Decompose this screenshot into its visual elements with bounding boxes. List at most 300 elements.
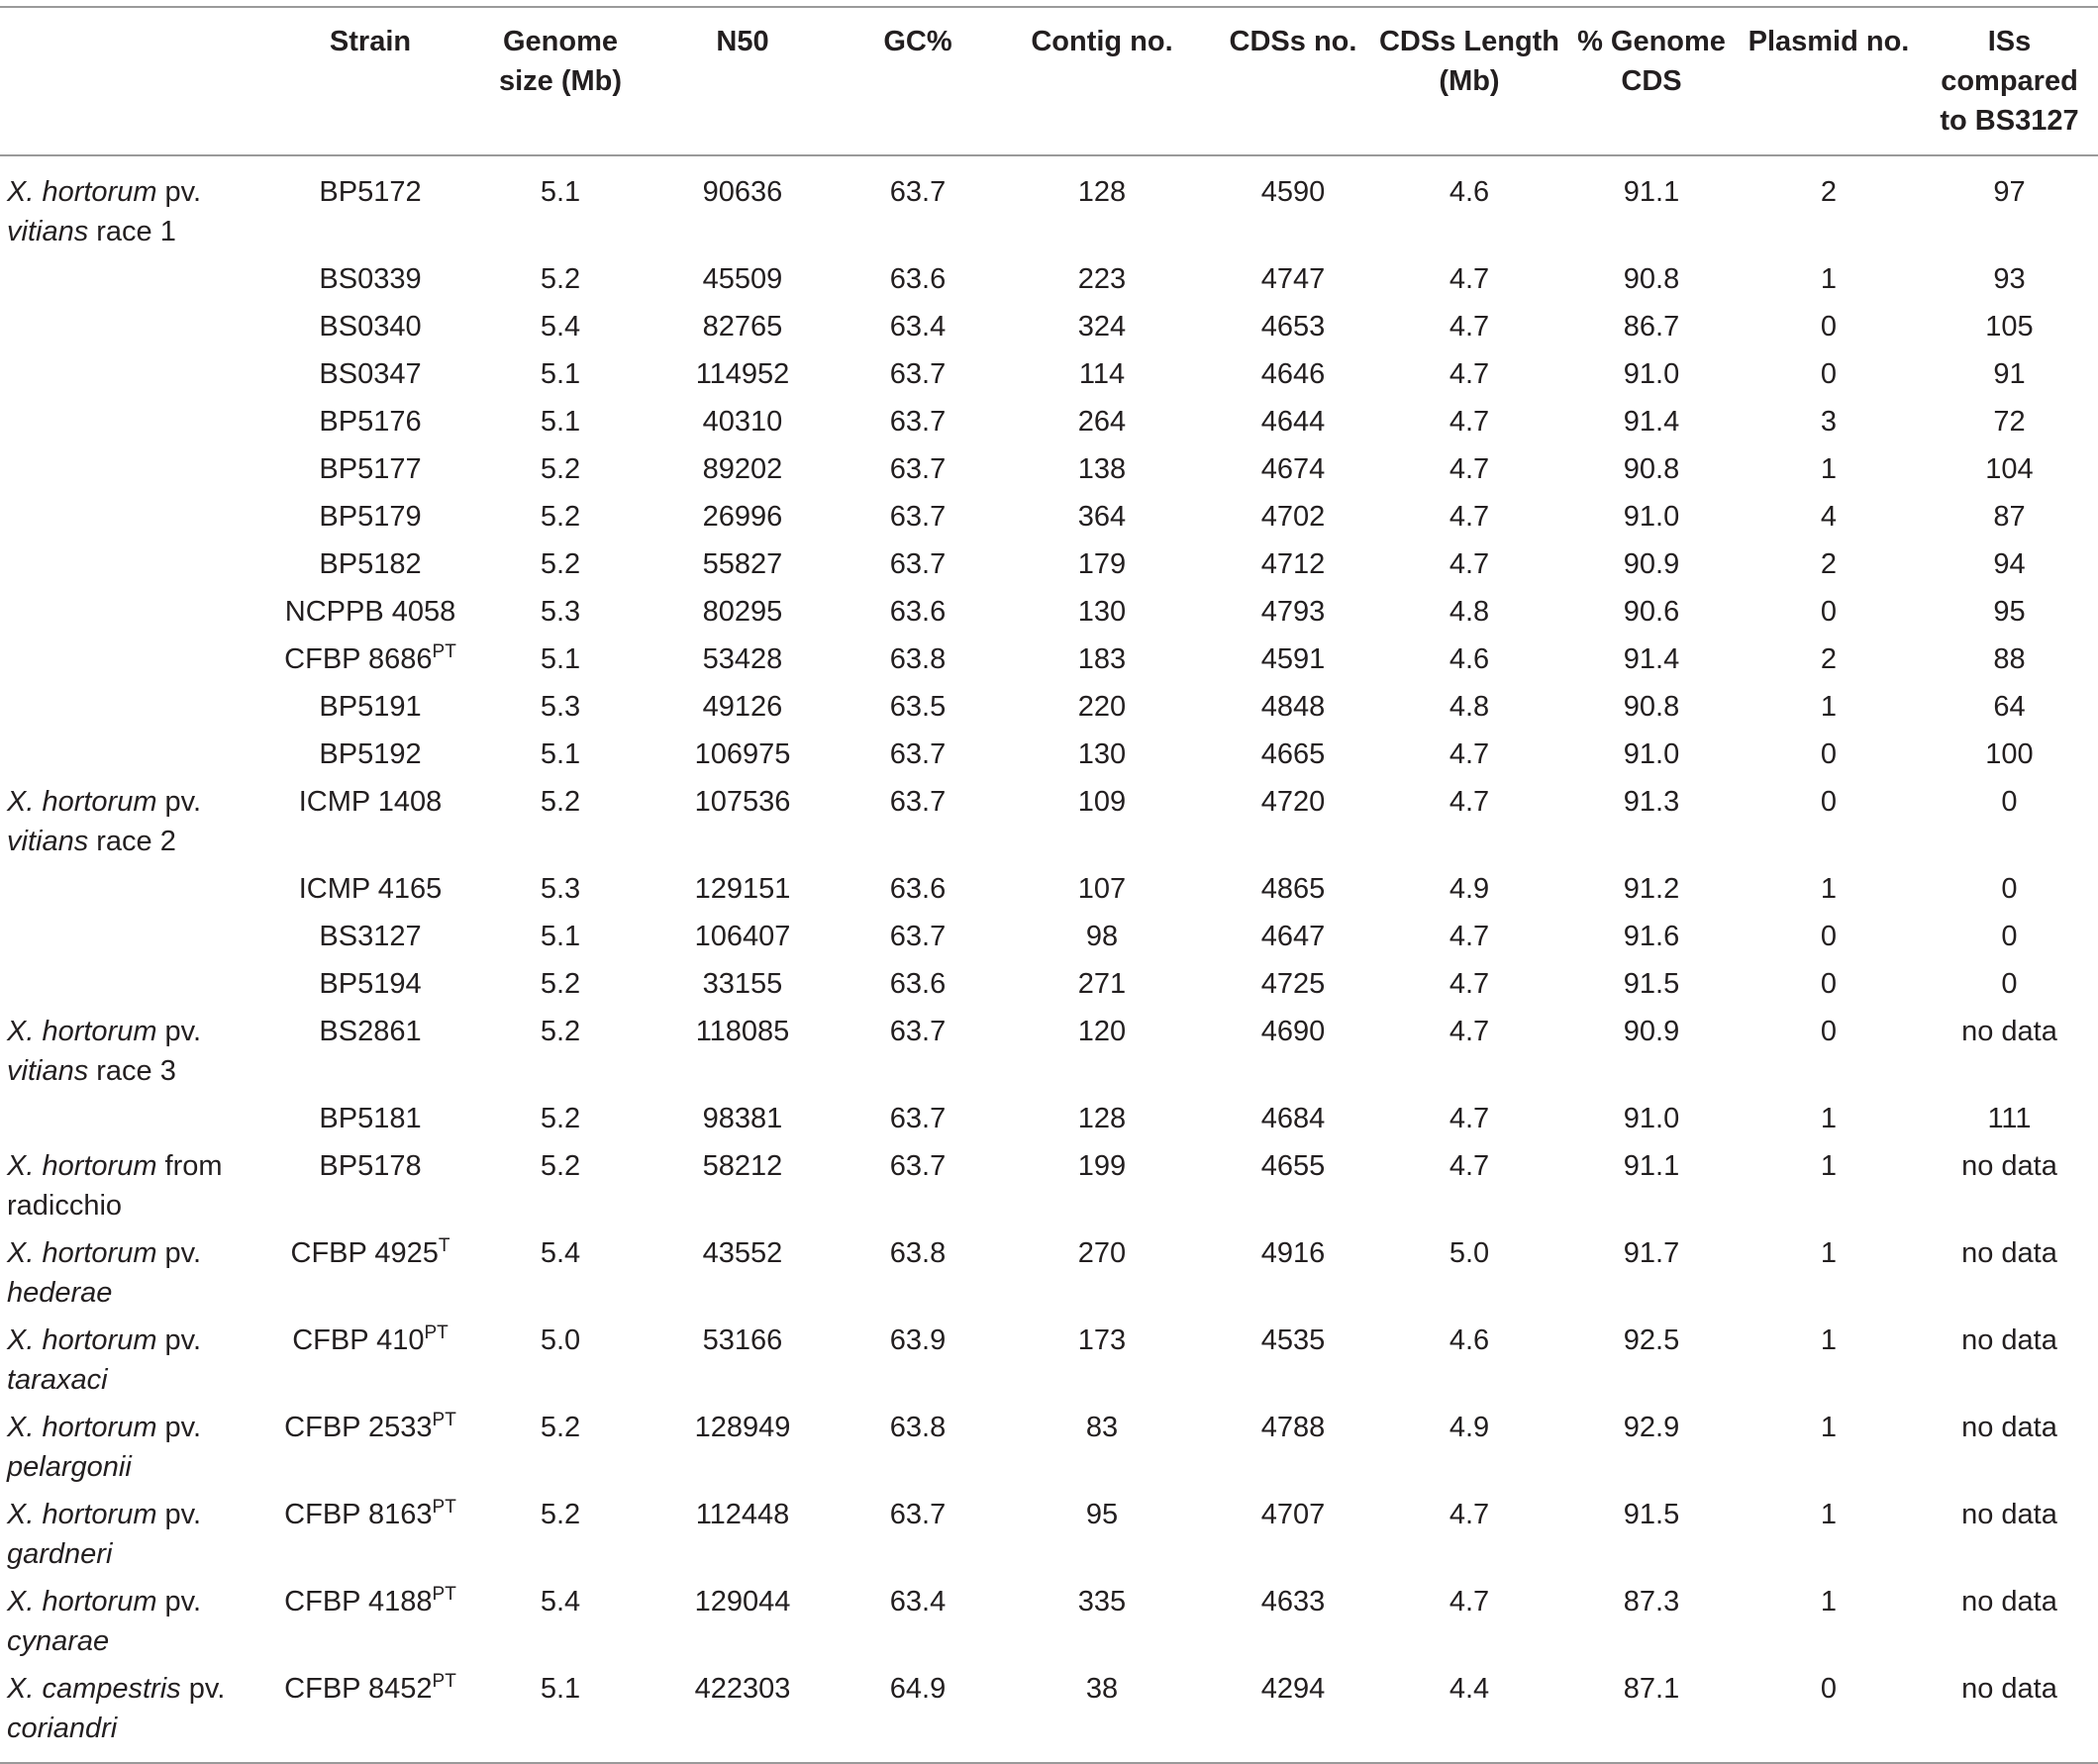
cds-length-cell: 5.0 xyxy=(1449,1237,1490,1269)
contig-no-cell: 107 xyxy=(1077,873,1127,905)
genome-cds-cell: 92.5 xyxy=(1623,1324,1680,1356)
contig-no-cell: 324 xyxy=(1077,311,1127,343)
table-row xyxy=(0,398,2098,445)
table-row xyxy=(0,778,2098,865)
cds-no-cell: 4702 xyxy=(1260,501,1326,533)
genome-size-cell: 5.2 xyxy=(540,968,581,1000)
strain-cell xyxy=(259,1665,481,1763)
genome-size-cell: 5.2 xyxy=(540,1150,581,1182)
group-line2-rest: radicchio xyxy=(7,1190,123,1222)
cds-no-cell: 4690 xyxy=(1260,1016,1326,1047)
header-contig-no: Contig no. xyxy=(1031,26,1173,57)
genome-size-cell: 5.1 xyxy=(540,358,581,390)
strain-cell xyxy=(259,303,481,350)
gc-cell: 63.7 xyxy=(889,453,947,485)
contig-no-cell: 83 xyxy=(1085,1412,1119,1443)
genome-cds-cell: 91.6 xyxy=(1623,921,1680,952)
table-row xyxy=(0,731,2098,778)
plasmid-no-cell: 3 xyxy=(1820,406,1838,438)
genome-size-cell: 5.1 xyxy=(540,406,581,438)
genome-size-cell: 5.2 xyxy=(540,1103,581,1134)
strain-cell xyxy=(259,1317,481,1404)
group-cell xyxy=(0,1665,259,1763)
iss-cell: 87 xyxy=(1993,501,2026,533)
strain-cell xyxy=(259,1008,481,1095)
strain-name: CFBP 4188 xyxy=(284,1586,433,1617)
strain-cell xyxy=(259,1142,481,1229)
contig-no-cell: 270 xyxy=(1077,1237,1127,1269)
group-name-rest: pv. xyxy=(156,1412,202,1443)
plasmid-no-cell: 0 xyxy=(1820,1016,1838,1047)
gc-cell: 63.8 xyxy=(889,1237,947,1269)
cds-no-cell: 4865 xyxy=(1260,873,1326,905)
strain-type-superscript: T xyxy=(438,1235,450,1256)
group-line2-italic: cynarae xyxy=(7,1625,110,1657)
group-name-rest: pv. xyxy=(156,1324,202,1356)
iss-cell: 97 xyxy=(1993,176,2026,208)
n50-cell: 129044 xyxy=(694,1586,791,1617)
table-row xyxy=(0,636,2098,683)
plasmid-no-cell: 1 xyxy=(1820,1237,1838,1269)
table-row xyxy=(0,1665,2098,1763)
group-name-rest: pv. xyxy=(180,1673,226,1705)
cds-length-cell: 4.7 xyxy=(1449,406,1490,438)
n50-cell: 90636 xyxy=(702,176,783,208)
group-name-italic: X. hortorum xyxy=(7,1324,157,1356)
genome-size-cell: 5.2 xyxy=(540,453,581,485)
table-row xyxy=(0,255,2098,303)
cds-length-cell: 4.7 xyxy=(1449,358,1490,390)
iss-cell: 91 xyxy=(1993,358,2026,390)
table-row xyxy=(0,1229,2098,1317)
strain-type-superscript: PT xyxy=(432,1497,456,1518)
n50-cell: 82765 xyxy=(702,311,783,343)
plasmid-no-cell: 1 xyxy=(1820,873,1838,905)
n50-cell: 45509 xyxy=(702,263,783,295)
plasmid-no-cell: 1 xyxy=(1820,1324,1838,1356)
genome-size-cell: 5.2 xyxy=(540,1499,581,1530)
group-cell xyxy=(0,350,259,398)
group-line2-rest: race 1 xyxy=(88,216,176,247)
plasmid-no-cell: 0 xyxy=(1820,311,1838,343)
group-name-italic: X. hortorum xyxy=(7,1016,157,1047)
group-line2-rest: race 3 xyxy=(88,1055,176,1087)
strain-name: BP5192 xyxy=(319,738,422,770)
cds-no-cell: 4848 xyxy=(1260,691,1326,723)
iss-cell: 0 xyxy=(2001,873,2018,905)
gc-cell: 63.7 xyxy=(889,921,947,952)
table-row xyxy=(0,350,2098,398)
contig-no-cell: 130 xyxy=(1077,738,1127,770)
strain-name: CFBP 2533 xyxy=(284,1412,433,1443)
genome-cds-cell: 91.1 xyxy=(1623,176,1680,208)
genome-size-cell: 5.1 xyxy=(540,643,581,675)
genome-cds-cell: 91.5 xyxy=(1623,968,1680,1000)
iss-cell: no data xyxy=(1961,1586,2057,1617)
cds-no-cell: 4653 xyxy=(1260,311,1326,343)
table-row xyxy=(0,303,2098,350)
genome-size-cell: 5.3 xyxy=(540,691,581,723)
n50-cell: 55827 xyxy=(702,548,783,580)
plasmid-no-cell: 0 xyxy=(1820,738,1838,770)
contig-no-cell: 120 xyxy=(1077,1016,1127,1047)
n50-cell: 80295 xyxy=(702,596,783,628)
group-cell xyxy=(0,1491,259,1578)
contig-no-cell: 173 xyxy=(1077,1324,1127,1356)
gc-cell: 63.6 xyxy=(889,263,947,295)
cds-no-cell: 4707 xyxy=(1260,1499,1326,1530)
genome-stats-table xyxy=(0,6,2098,1764)
cds-no-cell: 4665 xyxy=(1260,738,1326,770)
strain-name: BP5194 xyxy=(319,968,422,1000)
genome-cds-cell: 90.9 xyxy=(1623,548,1680,580)
genome-size-cell: 5.2 xyxy=(540,263,581,295)
header-plasmid-no: Plasmid no. xyxy=(1748,26,1910,57)
genome-cds-cell: 90.6 xyxy=(1623,596,1680,628)
n50-cell: 107536 xyxy=(694,786,791,818)
strain-cell xyxy=(259,1229,481,1317)
gc-cell: 63.7 xyxy=(889,358,947,390)
n50-cell: 106975 xyxy=(694,738,791,770)
strain-name: CFBP 4925 xyxy=(290,1237,439,1269)
iss-cell: no data xyxy=(1961,1412,2057,1443)
iss-cell: 95 xyxy=(1993,596,2026,628)
strain-cell xyxy=(259,350,481,398)
group-cell xyxy=(0,865,259,913)
genome-cds-cell: 90.9 xyxy=(1623,1016,1680,1047)
group-line2-italic: coriandri xyxy=(7,1713,118,1744)
n50-cell: 118085 xyxy=(695,1016,790,1047)
strain-name: BP5172 xyxy=(319,176,422,208)
cds-length-cell: 4.8 xyxy=(1449,596,1490,628)
genome-cds-cell: 87.3 xyxy=(1623,1586,1680,1617)
strain-type-superscript: PT xyxy=(432,1671,456,1692)
cds-no-cell: 4720 xyxy=(1260,786,1326,818)
group-line2-italic: pelargonii xyxy=(7,1451,132,1483)
iss-cell: 100 xyxy=(1985,738,2034,770)
strain-name: BS0339 xyxy=(319,263,422,295)
group-cell xyxy=(0,1578,259,1665)
contig-no-cell: 199 xyxy=(1077,1150,1127,1182)
strain-cell xyxy=(259,865,481,913)
iss-cell: no data xyxy=(1961,1673,2057,1705)
n50-cell: 26996 xyxy=(702,501,783,533)
strain-name: BP5177 xyxy=(319,453,422,485)
iss-cell: no data xyxy=(1961,1324,2057,1356)
table-row xyxy=(0,1142,2098,1229)
plasmid-no-cell: 2 xyxy=(1820,643,1838,675)
cds-no-cell: 4788 xyxy=(1260,1412,1326,1443)
gc-cell: 63.7 xyxy=(889,406,947,438)
strain-name: BS3127 xyxy=(319,921,422,952)
plasmid-no-cell: 1 xyxy=(1820,1412,1838,1443)
contig-no-cell: 179 xyxy=(1077,548,1127,580)
strain-cell xyxy=(259,913,481,960)
genome-cds-cell: 91.0 xyxy=(1623,1103,1680,1134)
contig-no-cell: 271 xyxy=(1077,968,1127,1000)
group-cell xyxy=(0,683,259,731)
genome-cds-cell: 90.8 xyxy=(1623,691,1680,723)
strain-type-superscript: PT xyxy=(432,1584,456,1605)
genome-size-cell: 5.4 xyxy=(540,1586,581,1617)
iss-cell: 94 xyxy=(1993,548,2026,580)
group-line2-italic: taraxaci xyxy=(7,1364,108,1396)
strain-cell xyxy=(259,731,481,778)
strain-type-superscript: PT xyxy=(432,1410,456,1430)
strain-cell xyxy=(259,255,481,303)
iss-cell: 72 xyxy=(1993,406,2026,438)
n50-cell: 422303 xyxy=(694,1673,791,1705)
iss-cell: 64 xyxy=(1993,691,2026,723)
cds-length-cell: 4.9 xyxy=(1449,873,1490,905)
iss-cell: no data xyxy=(1961,1150,2057,1182)
strain-name: CFBP 410 xyxy=(292,1324,425,1356)
gc-cell: 63.7 xyxy=(889,501,947,533)
plasmid-no-cell: 0 xyxy=(1820,968,1838,1000)
contig-no-cell: 264 xyxy=(1077,406,1127,438)
group-name-italic: X. campestris xyxy=(7,1673,181,1705)
group-cell xyxy=(0,493,259,540)
plasmid-no-cell: 0 xyxy=(1820,921,1838,952)
contig-no-cell: 364 xyxy=(1077,501,1127,533)
table-row xyxy=(0,913,2098,960)
group-cell xyxy=(0,731,259,778)
header-cds-length: CDSs Length (Mb) xyxy=(1378,26,1560,97)
cds-length-cell: 4.7 xyxy=(1449,1586,1490,1617)
genome-size-cell: 5.2 xyxy=(540,501,581,533)
cds-no-cell: 4535 xyxy=(1260,1324,1326,1356)
cds-length-cell: 4.7 xyxy=(1449,968,1490,1000)
gc-cell: 63.6 xyxy=(889,968,947,1000)
genome-cds-cell: 91.0 xyxy=(1623,358,1680,390)
group-name-italic: X. hortorum xyxy=(7,786,157,818)
contig-no-cell: 223 xyxy=(1077,263,1127,295)
genome-cds-cell: 91.4 xyxy=(1623,643,1680,675)
strain-cell xyxy=(259,1095,481,1142)
group-cell xyxy=(0,1142,259,1229)
plasmid-no-cell: 1 xyxy=(1820,453,1838,485)
strain-cell xyxy=(259,493,481,540)
strain-cell xyxy=(259,398,481,445)
plasmid-no-cell: 1 xyxy=(1820,691,1838,723)
contig-no-cell: 109 xyxy=(1077,786,1127,818)
cds-length-cell: 4.7 xyxy=(1449,548,1490,580)
iss-cell: 93 xyxy=(1993,263,2026,295)
cds-length-cell: 4.6 xyxy=(1449,176,1490,208)
strain-name: CFBP 8163 xyxy=(284,1499,433,1530)
n50-cell: 33155 xyxy=(702,968,783,1000)
genome-size-cell: 5.4 xyxy=(540,1237,581,1269)
strain-cell xyxy=(259,1404,481,1491)
group-name-italic: X. hortorum xyxy=(7,1586,157,1617)
contig-no-cell: 220 xyxy=(1077,691,1127,723)
table-row xyxy=(0,540,2098,588)
gc-cell: 63.6 xyxy=(889,873,947,905)
contig-no-cell: 130 xyxy=(1077,596,1127,628)
gc-cell: 64.9 xyxy=(889,1673,947,1705)
gc-cell: 63.7 xyxy=(889,738,947,770)
header-row xyxy=(0,7,2098,155)
strain-name: CFBP 8686 xyxy=(284,643,433,675)
strain-name: ICMP 4165 xyxy=(298,873,443,905)
group-cell xyxy=(0,1317,259,1404)
cds-length-cell: 4.8 xyxy=(1449,691,1490,723)
genome-cds-cell: 91.3 xyxy=(1623,786,1680,818)
group-cell xyxy=(0,1229,259,1317)
group-cell xyxy=(0,303,259,350)
group-cell xyxy=(0,588,259,636)
plasmid-no-cell: 1 xyxy=(1820,1103,1838,1134)
strain-cell xyxy=(259,1578,481,1665)
table-row xyxy=(0,1404,2098,1491)
plasmid-no-cell: 0 xyxy=(1820,1673,1838,1705)
cds-length-cell: 4.7 xyxy=(1449,263,1490,295)
strain-type-superscript: PT xyxy=(432,641,456,662)
gc-cell: 63.7 xyxy=(889,786,947,818)
iss-cell: no data xyxy=(1961,1499,2057,1530)
cds-no-cell: 4647 xyxy=(1260,921,1326,952)
cds-no-cell: 4590 xyxy=(1260,176,1326,208)
contig-no-cell: 335 xyxy=(1077,1586,1127,1617)
strain-cell xyxy=(259,1491,481,1578)
n50-cell: 106407 xyxy=(694,921,791,952)
gc-cell: 63.6 xyxy=(889,596,947,628)
strain-cell xyxy=(259,588,481,636)
group-name-rest: pv. xyxy=(156,1016,202,1047)
cds-length-cell: 4.7 xyxy=(1449,921,1490,952)
iss-cell: no data xyxy=(1961,1237,2057,1269)
genome-cds-cell: 91.2 xyxy=(1623,873,1680,905)
contig-no-cell: 183 xyxy=(1077,643,1127,675)
genome-cds-cell: 87.1 xyxy=(1623,1673,1680,1705)
genome-size-cell: 5.1 xyxy=(540,1673,581,1705)
plasmid-no-cell: 0 xyxy=(1820,596,1838,628)
table-row xyxy=(0,588,2098,636)
plasmid-no-cell: 4 xyxy=(1820,501,1838,533)
cds-length-cell: 4.7 xyxy=(1449,1103,1490,1134)
gc-cell: 63.5 xyxy=(889,691,947,723)
group-cell xyxy=(0,960,259,1008)
iss-cell: 88 xyxy=(1993,643,2026,675)
group-cell xyxy=(0,155,259,255)
header-genome-size: Genome size (Mb) xyxy=(498,26,623,97)
plasmid-no-cell: 0 xyxy=(1820,358,1838,390)
cds-no-cell: 4674 xyxy=(1260,453,1326,485)
strain-name: NCPPB 4058 xyxy=(284,596,456,628)
gc-cell: 63.7 xyxy=(889,1150,947,1182)
header-genome-cds: % Genome CDS xyxy=(1577,26,1726,97)
header-cds-no: CDSs no. xyxy=(1229,26,1357,57)
cds-no-cell: 4633 xyxy=(1260,1586,1326,1617)
cds-length-cell: 4.7 xyxy=(1449,1150,1490,1182)
group-cell xyxy=(0,1404,259,1491)
group-name-rest: pv. xyxy=(156,786,202,818)
n50-cell: 53166 xyxy=(702,1324,783,1356)
strain-cell xyxy=(259,683,481,731)
strain-name: BS0340 xyxy=(319,311,422,343)
strain-name: BS2861 xyxy=(319,1016,422,1047)
gc-cell: 63.9 xyxy=(889,1324,947,1356)
genome-cds-cell: 92.9 xyxy=(1623,1412,1680,1443)
group-cell xyxy=(0,1095,259,1142)
group-name-italic: X. hortorum xyxy=(7,1499,157,1530)
group-line2-italic: hederae xyxy=(7,1277,113,1309)
n50-cell: 129151 xyxy=(694,873,791,905)
group-name-rest: pv. xyxy=(156,1499,202,1530)
cds-no-cell: 4916 xyxy=(1260,1237,1326,1269)
cds-no-cell: 4646 xyxy=(1260,358,1326,390)
table-row xyxy=(0,445,2098,493)
contig-no-cell: 138 xyxy=(1077,453,1127,485)
iss-cell: 0 xyxy=(2001,968,2018,1000)
cds-length-cell: 4.6 xyxy=(1449,643,1490,675)
gc-cell: 63.4 xyxy=(889,1586,947,1617)
header-gc: GC% xyxy=(883,26,952,57)
genome-size-cell: 5.3 xyxy=(540,596,581,628)
strain-name: BP5182 xyxy=(319,548,422,580)
group-line2-italic: vitians xyxy=(7,216,89,247)
genome-size-cell: 5.3 xyxy=(540,873,581,905)
genome-size-cell: 5.4 xyxy=(540,311,581,343)
cds-no-cell: 4294 xyxy=(1260,1673,1326,1705)
iss-cell: 0 xyxy=(2001,786,2018,818)
strain-name: BP5176 xyxy=(319,406,422,438)
group-line2-rest: race 2 xyxy=(88,826,176,857)
strain-name: ICMP 1408 xyxy=(298,786,443,818)
table-row xyxy=(0,683,2098,731)
table-body xyxy=(0,155,2098,1763)
genome-size-cell: 5.1 xyxy=(540,738,581,770)
header-n50: N50 xyxy=(716,26,769,57)
cds-length-cell: 4.7 xyxy=(1449,1499,1490,1530)
cds-no-cell: 4793 xyxy=(1260,596,1326,628)
contig-no-cell: 114 xyxy=(1078,358,1126,390)
strain-cell xyxy=(259,636,481,683)
table-row xyxy=(0,1317,2098,1404)
strain-name: CFBP 8452 xyxy=(284,1673,433,1705)
plasmid-no-cell: 1 xyxy=(1820,263,1838,295)
cds-length-cell: 4.6 xyxy=(1449,1324,1490,1356)
n50-cell: 89202 xyxy=(702,453,783,485)
group-name-rest: pv. xyxy=(156,1586,202,1617)
cds-no-cell: 4747 xyxy=(1260,263,1326,295)
plasmid-no-cell: 2 xyxy=(1820,548,1838,580)
table-row xyxy=(0,865,2098,913)
table-row xyxy=(0,1491,2098,1578)
table-row xyxy=(0,1578,2098,1665)
group-cell xyxy=(0,913,259,960)
cds-length-cell: 4.4 xyxy=(1449,1673,1490,1705)
table-row xyxy=(0,155,2098,255)
cds-no-cell: 4725 xyxy=(1260,968,1326,1000)
plasmid-no-cell: 1 xyxy=(1820,1499,1838,1530)
gc-cell: 63.7 xyxy=(889,1499,947,1530)
gc-cell: 63.8 xyxy=(889,643,947,675)
cds-length-cell: 4.7 xyxy=(1449,786,1490,818)
plasmid-no-cell: 1 xyxy=(1820,1150,1838,1182)
strain-type-superscript: PT xyxy=(424,1323,449,1343)
header-group xyxy=(0,7,259,155)
n50-cell: 112448 xyxy=(695,1499,790,1530)
group-cell xyxy=(0,636,259,683)
strain-name: BS0347 xyxy=(319,358,422,390)
group-cell xyxy=(0,540,259,588)
n50-cell: 58212 xyxy=(702,1150,783,1182)
genome-cds-cell: 91.5 xyxy=(1623,1499,1680,1530)
group-name-italic: X. hortorum xyxy=(7,1150,157,1182)
genome-size-cell: 5.2 xyxy=(540,548,581,580)
iss-cell: 0 xyxy=(2001,921,2018,952)
